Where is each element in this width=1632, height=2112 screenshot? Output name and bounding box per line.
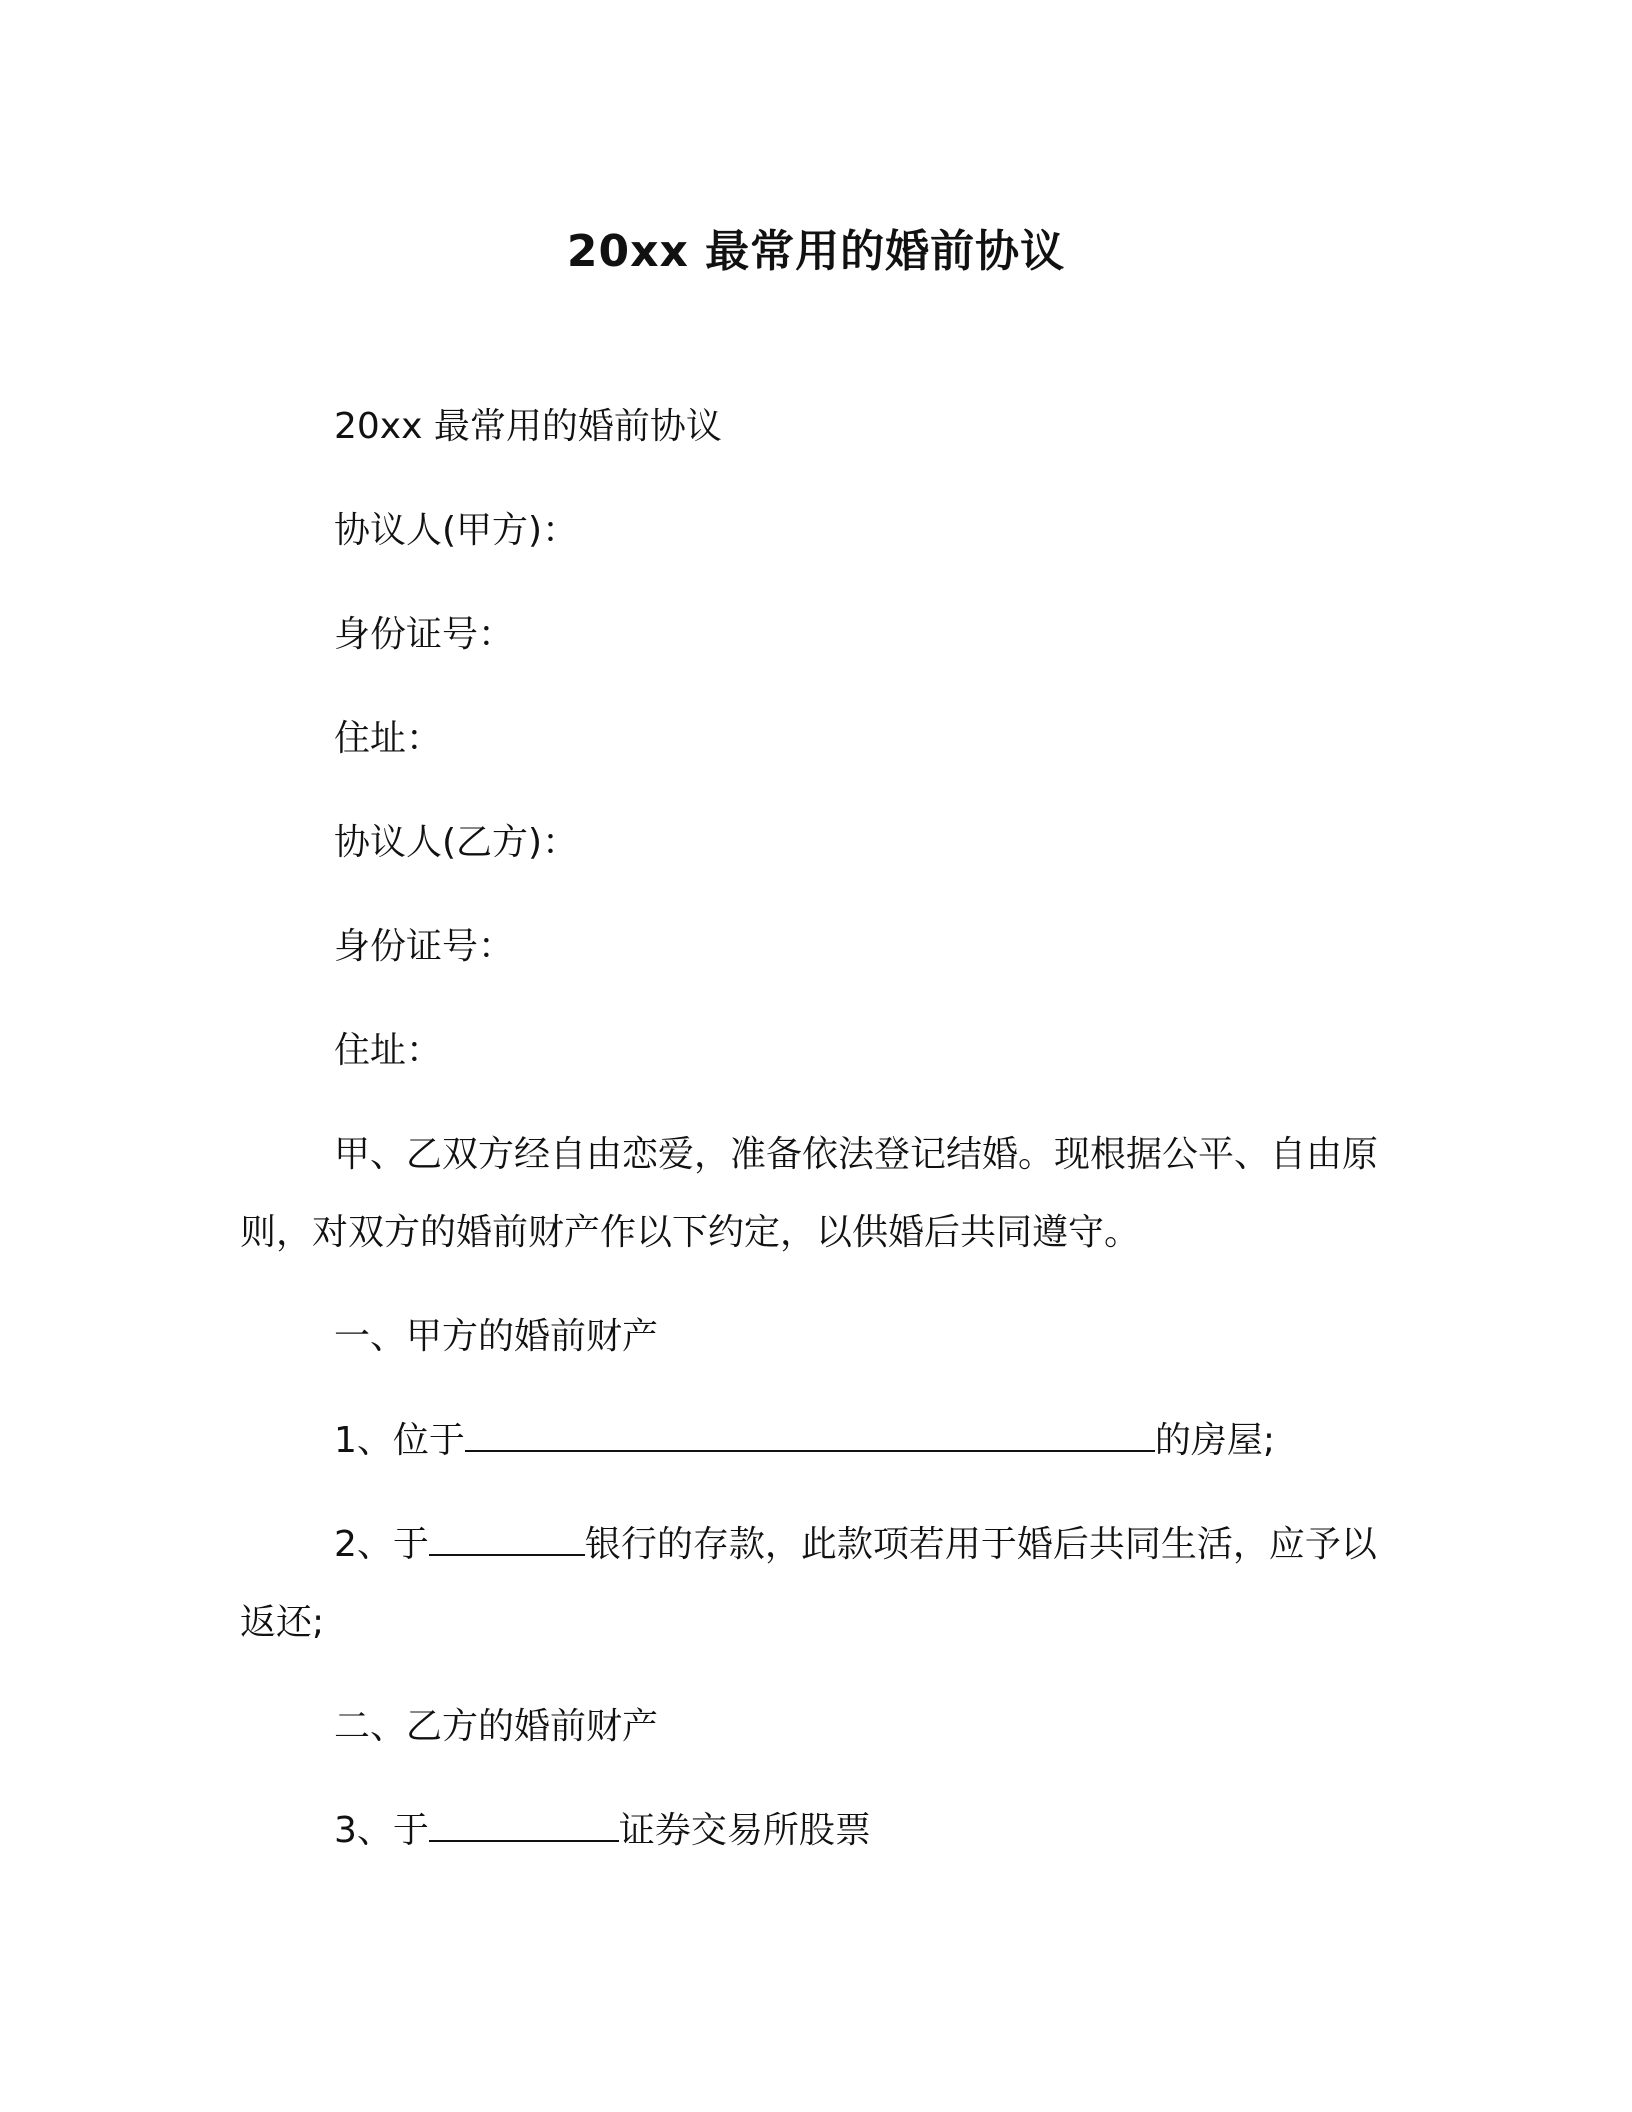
section-one-heading: 一、甲方的婚前财产 [334,1316,659,1357]
document-title: 20xx 最常用的婚前协议 [566,226,1066,277]
item-2-prefix: 2、于 [334,1524,429,1565]
item-1-blank [465,1416,1155,1452]
item-2-paragraph [240,1506,1390,1662]
party-b-address-label: 住址： [334,1030,443,1071]
preamble-paragraph: 甲、乙双方经自由恋爱，准备依法登记结婚。现根据公平、自由原则，对双方的婚前财产作以下约定，以供婚后共同遵守。 [240,1134,1379,1253]
item-2-blank [429,1520,585,1556]
item-1-line [240,1402,1484,1480]
item-3-suffix: 证券交易所股票 [618,1810,871,1851]
item-2-suffix: 银行的存款，此款项若用于婚后共同生活，应予以返还; [240,1524,1377,1643]
item-3-prefix: 3、于 [334,1810,429,1851]
party-b-id-label: 身份证号： [334,926,515,967]
party-a-address-label: 住址： [334,718,443,759]
item-1-prefix: 1、位于 [334,1420,465,1461]
party-b-label: 协议人(乙方)： [334,822,579,863]
subtitle-line: 20xx 最常用的婚前协议 [334,406,722,447]
party-a-label: 协议人(甲方)： [334,510,579,551]
section-two-heading: 二、乙方的婚前财产 [334,1706,659,1747]
item-3-line [240,1792,1484,1870]
party-a-id-label: 身份证号： [334,614,515,655]
item-1-suffix: 的房屋; [1154,1420,1276,1461]
item-3-blank [429,1806,619,1842]
